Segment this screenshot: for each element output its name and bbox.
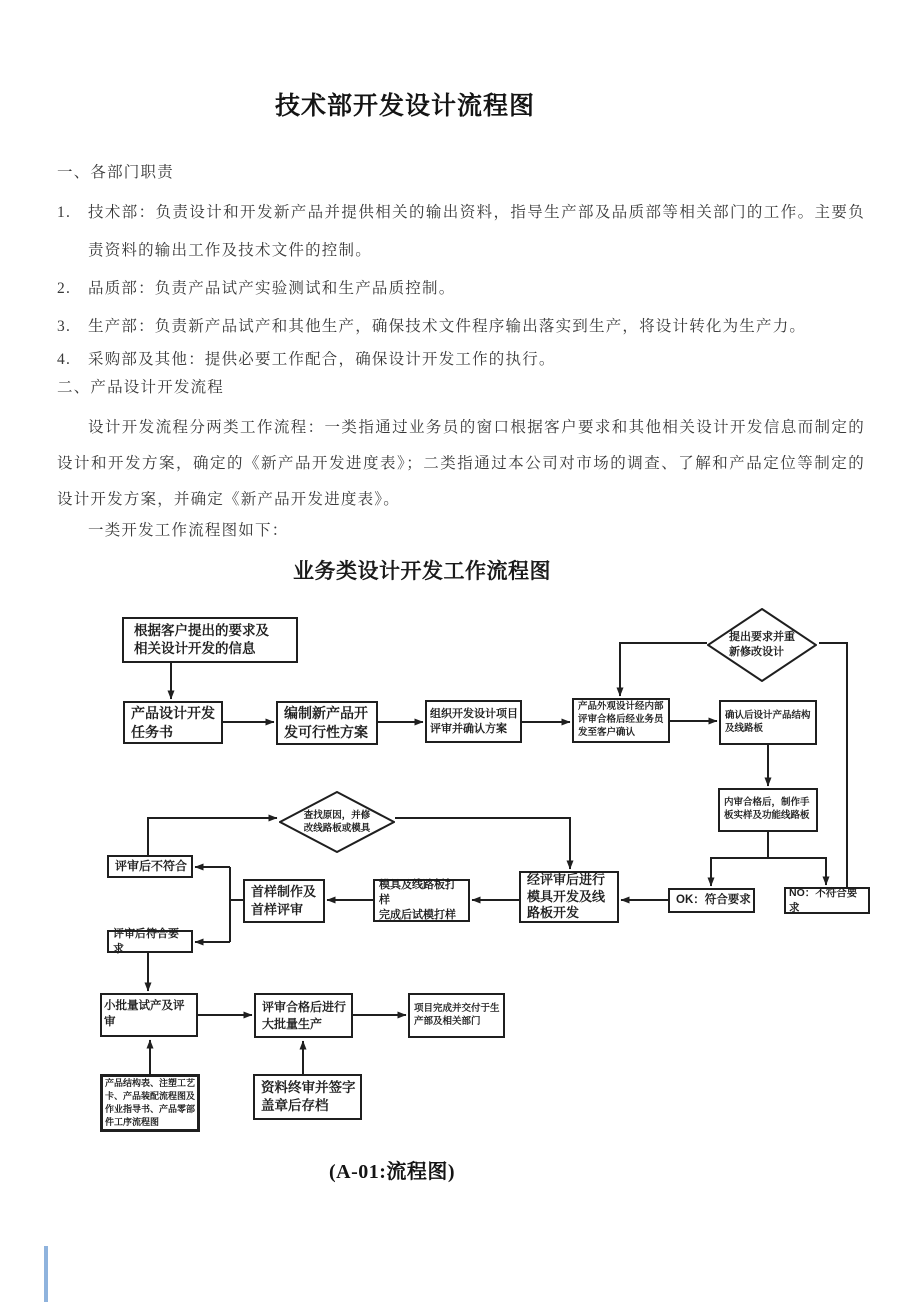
node-structure-pcb-design: 确认后设计产品结构 及线路板 [719,700,817,745]
node-project-handover: 项目完成并交付于生 产部及相关部门 [408,993,505,1038]
node-output-documents: 产品结构表、注塑工艺 卡、产品装配流程图及 作业指导书、产品零部 件工序流程图 [100,1074,200,1132]
node-design-task: 产品设计开发 任务书 [123,701,223,744]
list-item-1-text: 技术部：负责设计和开发新产品并提供相关的输出资料，指导生产部及品质部等相关部门的工作。主要负责资料的输出工作及技术文件的控制。 [88,204,865,259]
redesign-decision-label: 提出要求并重 新修改设计 [729,630,795,658]
node-review-pass: 评审后符合要求 [107,930,193,953]
list-item-4-number: 4. [57,351,72,368]
flowchart-intro-note: 一类开发工作流程图如下： [88,522,289,539]
node-mold-pcb-dev: 经评审后进行 模具开发及线 路板开发 [519,871,619,923]
document-title: 技术部开发设计流程图 [275,92,536,120]
node-ok-result: OK：符合要求 [668,888,755,913]
list-item-3-number: 3. [57,318,72,335]
list-item-1-number: 1. [57,204,72,221]
node-small-batch: 小批量试产及评审 [100,993,198,1037]
list-item-3-text: 生产部：负责新产品试产和其他生产，确保技术文件程序输出落实到生产，将设计转化为生产力。 [88,318,807,335]
node-review-fail: 评审后不符合 [107,855,193,878]
node-feasibility-plan: 编制新产品开 发可行性方案 [276,701,378,745]
node-customer-requirements: 根据客户提出的要求及 相关设计开发的信息 [122,617,298,663]
list-item-2-number: 2. [57,280,72,297]
list-item-4-text: 采购部及其他：提供必要工作配合，确保设计开发工作的执行。 [88,351,556,368]
section2-heading: 二、产品设计开发流程 [57,379,225,396]
node-prototype-make: 内审合格后，制作手 板实样及功能线路板 [718,788,818,832]
node-appearance-confirm: 产品外观设计经内部 评审合格后经业务员 发至客户确认 [572,698,670,743]
section1-heading: 一、各部门职责 [57,164,174,181]
node-redesign-decision [707,608,817,682]
node-project-review: 组织开发设计项目 评审并确认方案 [425,700,522,743]
node-no-result: NO：不符合要求 [784,887,870,914]
investigate-decision-label: 查找原因，并修 改线路板或模具 [303,809,371,834]
node-mold-trial: 模具及线路板打样 完成后试模打样 [373,879,470,922]
section2-paragraph: 设计开发流程分两类工作流程：一类指通过业务员的窗口根据客户要求和其他相关设计开发信息而制定的设计和开发方案，确定的《新产品开发进度表》；二类指通过本公司对市场的调查、了解和产品定位等制定的设计开发方案，并确定《新产品开发进度表》。 [57,419,865,508]
flowchart-title: 业务类设计开发工作流程图 [293,560,551,583]
figure-caption: (A-01:流程图) [329,1161,456,1183]
node-archive: 资料终审并签字 盖章后存档 [253,1074,362,1120]
node-investigate-decision [279,791,395,853]
list-item-2-text: 品质部：负责产品试产实验测试和生产品质控制。 [88,280,456,297]
node-mass-production: 评审合格后进行 大批量生产 [254,993,353,1038]
node-first-sample-review: 首样制作及 首样评审 [243,879,325,923]
